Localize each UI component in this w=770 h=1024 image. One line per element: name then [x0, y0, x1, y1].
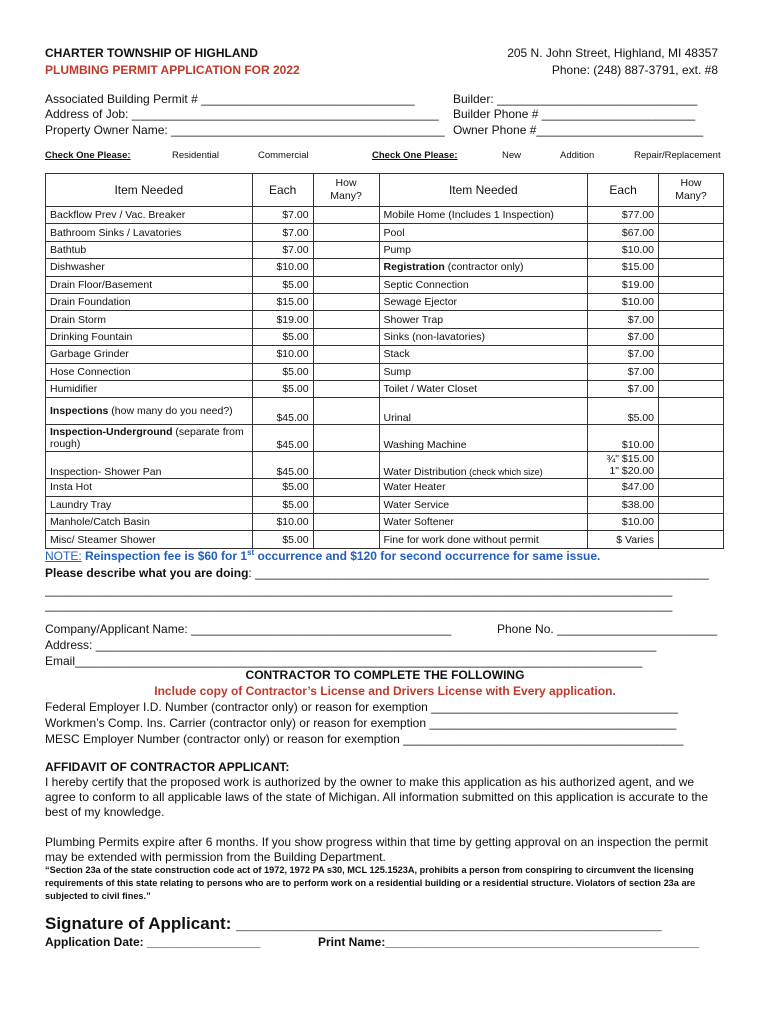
col-item-right: Item Needed [379, 174, 588, 207]
table-row [46, 514, 724, 531]
item-price: $15.00 [588, 259, 659, 276]
item-name: Bathroom Sinks / Lavatories [46, 224, 253, 241]
table-row [46, 425, 724, 452]
item-price: $7.00 [588, 346, 659, 363]
qty-cell[interactable] [659, 380, 724, 397]
describe-work-field[interactable]: Please describe what you are doing: ____________________________________________________________________ [45, 566, 709, 580]
item-price: $7.00 [252, 207, 313, 224]
item-name: Garbage Grinder [46, 346, 253, 363]
qty-cell[interactable] [313, 425, 379, 452]
item-name: Washing Machine [379, 425, 588, 452]
col-how-many-right: How Many? [659, 174, 724, 207]
qty-cell[interactable] [313, 452, 379, 479]
item-price: $19.00 [588, 276, 659, 293]
qty-cell[interactable] [659, 514, 724, 531]
check-work-label: Check One Please: [372, 150, 458, 161]
item-price: $45.00 [252, 398, 313, 425]
item-price: $77.00 [588, 207, 659, 224]
item-name: Backflow Prev / Vac. Breaker [46, 207, 253, 224]
table-row [46, 496, 724, 513]
item-price: $5.00 [252, 328, 313, 345]
item-name: Urinal [379, 398, 588, 425]
qty-cell[interactable] [659, 328, 724, 345]
item-price: $10.00 [588, 293, 659, 310]
item-price: $5.00 [252, 276, 313, 293]
item-name: Inspections (how many do you need?) [46, 398, 253, 425]
table-row [46, 328, 724, 345]
qty-cell[interactable] [313, 380, 379, 397]
qty-cell[interactable] [313, 479, 379, 496]
owner-phone-field[interactable]: Owner Phone #_________________________ [453, 123, 704, 137]
print-name-field[interactable]: Print Name:_______________________________________________ [318, 935, 700, 949]
qty-cell[interactable] [313, 311, 379, 328]
item-price: $5.00 [252, 380, 313, 397]
qty-cell[interactable] [659, 452, 724, 479]
owner-name-field[interactable]: Property Owner Name: _________________________________________ [45, 123, 445, 137]
township-address: 205 N. John Street, Highland, MI 48357 [507, 46, 718, 60]
qty-cell[interactable] [659, 425, 724, 452]
option-repair-replacement[interactable]: Repair/Replacement [634, 150, 721, 161]
option-new[interactable]: New [502, 150, 522, 161]
item-price: $7.00 [588, 380, 659, 397]
qty-cell[interactable] [659, 346, 724, 363]
table-row [46, 479, 724, 496]
item-price: $7.00 [588, 328, 659, 345]
qty-cell[interactable] [659, 496, 724, 513]
qty-cell[interactable] [659, 398, 724, 425]
table-row [46, 363, 724, 380]
item-price: $10.00 [588, 425, 659, 452]
item-price: $7.00 [252, 241, 313, 258]
qty-cell[interactable] [313, 259, 379, 276]
affidavit-body: I hereby certify that the proposed work is authorized by the owner to make this application as his authorized agent, and we agree to conform to all applicable laws of the state of Michigan. All information submitted on this application is accurate to the best of my knowledge. [45, 775, 709, 819]
item-name: Fine for work done without permit [379, 531, 588, 548]
item-name: Pump [379, 241, 588, 258]
qty-cell[interactable] [313, 531, 379, 548]
item-price: $10.00 [252, 259, 313, 276]
item-name: Drinking Fountain [46, 328, 253, 345]
license-requirement: Include copy of Contractor’s License and Drivers License with Every application. [154, 684, 616, 698]
item-name: Insta Hot [46, 479, 253, 496]
qty-cell[interactable] [659, 224, 724, 241]
describe-line[interactable]: ______________________________________________________________________________________________ [45, 598, 673, 612]
table-row [46, 398, 724, 425]
township-name: CHARTER TOWNSHIP OF HIGHLAND [45, 46, 258, 60]
qty-cell[interactable] [313, 328, 379, 345]
qty-cell[interactable] [659, 531, 724, 548]
builder-field[interactable]: Builder: ______________________________ [453, 92, 698, 106]
building-permit-field[interactable]: Associated Building Permit # ________________________________ [45, 92, 415, 106]
table-row [46, 531, 724, 548]
col-item-left: Item Needed [46, 174, 253, 207]
item-price: $5.00 [252, 531, 313, 548]
permit-expiration-text: Plumbing Permits expire after 6 months. If you show progress within that time by getting approval on an inspection the permit may be extended with permission from the Building Department. [45, 835, 708, 864]
item-price: $5.00 [252, 496, 313, 513]
item-name: Registration (contractor only) [379, 259, 588, 276]
item-price: $45.00 [252, 425, 313, 452]
option-commercial[interactable]: Commercial [258, 150, 309, 161]
statute-text: “Section 23a of the state construction code act of 1972, 1972 PA s30, MCL 125.1523A, prohibits a person from conspiring to circumvent the licensing requirements of this state relating to persons who are to perform work on a residential building or a residential structure. Violators of section 23a are subjected to civil fines.” [45, 865, 696, 901]
col-how-many-left: How Many? [313, 174, 379, 207]
workmens-comp-field[interactable]: Workmen’s Comp. Ins. Carrier (contractor only) or reason for exemption _____________________________________ [45, 716, 677, 730]
item-price: $15.00 [252, 293, 313, 310]
table-row [46, 224, 724, 241]
item-name: Drain Floor/Basement [46, 276, 253, 293]
option-addition[interactable]: Addition [560, 150, 595, 161]
fee-table [45, 173, 724, 549]
applicant-email-field[interactable]: Email_____________________________________________________________________________________ [45, 654, 643, 668]
item-price: $7.00 [588, 363, 659, 380]
item-name: Water Service [379, 496, 588, 513]
table-row [46, 276, 724, 293]
qty-cell[interactable] [659, 479, 724, 496]
qty-cell[interactable] [313, 224, 379, 241]
item-name: Manhole/Catch Basin [46, 514, 253, 531]
table-row [46, 380, 724, 397]
reinspection-note: NOTE: Reinspection fee is $60 for 1st occurrence and $120 for second occurrence for same issue. [45, 548, 601, 563]
company-name-field[interactable]: Company/Applicant Name: _______________________________________ [45, 622, 452, 636]
item-name: Pool [379, 224, 588, 241]
application-date-field[interactable]: Application Date: _________________ [45, 935, 261, 949]
affidavit-heading: AFFIDAVIT OF CONTRACTOR APPLICANT: [45, 760, 290, 774]
option-residential[interactable]: Residential [172, 150, 219, 161]
col-each-right: Each [588, 174, 659, 207]
qty-cell[interactable] [313, 496, 379, 513]
item-name: Bathtub [46, 241, 253, 258]
applicant-address-field[interactable]: Address: ____________________________________________________________________________________ [45, 638, 657, 652]
qty-cell[interactable] [313, 276, 379, 293]
item-name: Dishwasher [46, 259, 253, 276]
table-row [46, 311, 724, 328]
table-row [46, 452, 724, 479]
qty-cell[interactable] [659, 363, 724, 380]
item-name: Inspection- Shower Pan [46, 452, 253, 479]
contractor-heading: CONTRACTOR TO COMPLETE THE FOLLOWING [245, 668, 525, 682]
qty-cell[interactable] [313, 363, 379, 380]
item-name: Sinks (non-lavatories) [379, 328, 588, 345]
describe-line[interactable]: ______________________________________________________________________________________________ [45, 583, 673, 597]
item-name: Laundry Tray [46, 496, 253, 513]
table-row [46, 346, 724, 363]
item-name: Septic Connection [379, 276, 588, 293]
check-type-label: Check One Please: [45, 150, 131, 161]
item-price: $10.00 [588, 514, 659, 531]
qty-cell[interactable] [659, 293, 724, 310]
item-name: Sump [379, 363, 588, 380]
item-price: $5.00 [252, 363, 313, 380]
table-row [46, 241, 724, 258]
item-name: Toilet / Water Closet [379, 380, 588, 397]
qty-cell[interactable] [313, 207, 379, 224]
item-price: $19.00 [252, 311, 313, 328]
qty-cell[interactable] [313, 514, 379, 531]
qty-cell[interactable] [659, 259, 724, 276]
item-name: Mobile Home (Includes 1 Inspection) [379, 207, 588, 224]
item-price: $10.00 [252, 346, 313, 363]
builder-phone-field[interactable]: Builder Phone # _______________________ [453, 107, 696, 121]
item-name: Inspection-Underground (separate from rough) [46, 425, 253, 452]
item-name: Shower Trap [379, 311, 588, 328]
item-price: $10.00 [252, 514, 313, 531]
item-name: Hose Connection [46, 363, 253, 380]
item-price: $45.00 [252, 452, 313, 479]
qty-cell[interactable] [313, 293, 379, 310]
township-phone: Phone: (248) 887-3791, ext. #8 [551, 63, 718, 77]
mesc-number-field[interactable]: MESC Employer Number (contractor only) or reason for exemption __________________________________________ [45, 732, 684, 746]
item-name: Misc/ Steamer Shower [46, 531, 253, 548]
item-name: Stack [379, 346, 588, 363]
form-title: PLUMBING PERMIT APPLICATION FOR 2022 [45, 63, 300, 77]
item-name: Water Softener [379, 514, 588, 531]
item-name: Sewage Ejector [379, 293, 588, 310]
table-row [46, 293, 724, 310]
item-price: ¾" $15.00 1" $20.00 [588, 452, 659, 479]
qty-cell[interactable] [659, 207, 724, 224]
item-price: $38.00 [588, 496, 659, 513]
item-name: Water Distribution (check which size) [379, 452, 588, 479]
col-each-left: Each [252, 174, 313, 207]
item-price: $67.00 [588, 224, 659, 241]
table-row [46, 207, 724, 224]
item-price: $7.00 [588, 311, 659, 328]
item-name: Drain Foundation [46, 293, 253, 310]
applicant-phone-field[interactable]: Phone No. ________________________ [497, 622, 718, 636]
qty-cell[interactable] [313, 398, 379, 425]
item-price: $5.00 [252, 479, 313, 496]
qty-cell[interactable] [659, 241, 724, 258]
federal-id-field[interactable]: Federal Employer I.D. Number (contractor only) or reason for exemption _____________________________________ [45, 700, 679, 714]
qty-cell[interactable] [659, 311, 724, 328]
table-row [46, 259, 724, 276]
job-address-field[interactable]: Address of Job: ______________________________________________ [45, 107, 439, 121]
item-name: Water Heater [379, 479, 588, 496]
item-name: Drain Storm [46, 311, 253, 328]
item-price: $ Varies [588, 531, 659, 548]
item-price: $5.00 [588, 398, 659, 425]
signature-field[interactable]: Signature of Applicant: _____________________________________________ [45, 914, 662, 933]
item-name: Humidifier [46, 380, 253, 397]
qty-cell[interactable] [313, 241, 379, 258]
qty-cell[interactable] [313, 346, 379, 363]
item-price: $7.00 [252, 224, 313, 241]
item-price: $47.00 [588, 479, 659, 496]
qty-cell[interactable] [659, 276, 724, 293]
item-price: $10.00 [588, 241, 659, 258]
